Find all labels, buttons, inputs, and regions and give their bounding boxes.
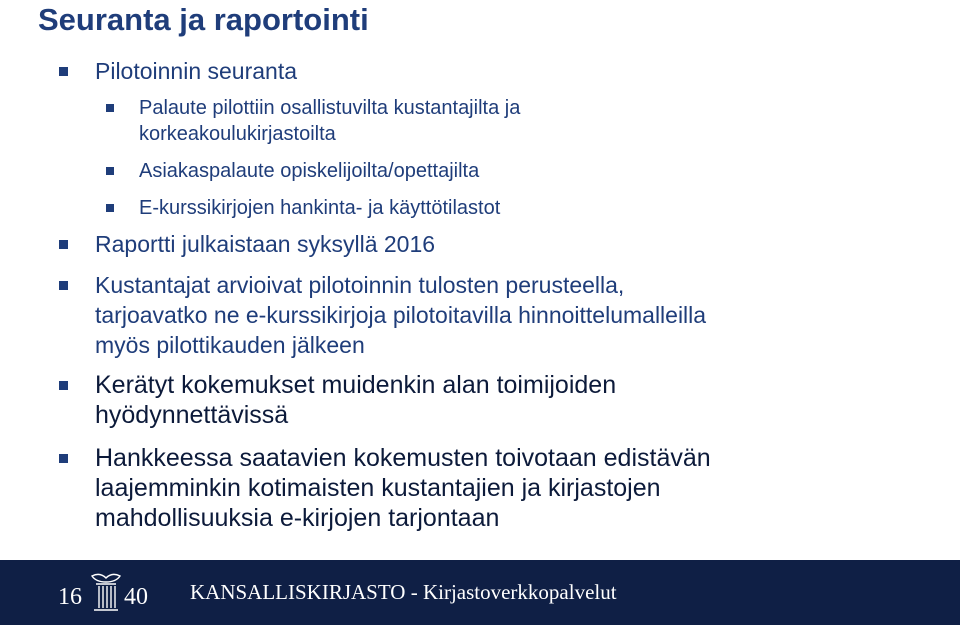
- bullet-square-icon: [106, 104, 114, 112]
- bullet-text: Pilotoinnin seuranta: [95, 58, 298, 84]
- sub-bullet-item-statistics: [139, 195, 500, 221]
- national-library-logo-icon: [56, 570, 166, 614]
- bullet-text: myös pilottikauden jälkeen: [95, 332, 365, 358]
- bullet-text: Palaute pilottiin osallistuvilta kustantajilta ja: [139, 97, 521, 119]
- bullet-square-icon: [59, 240, 68, 249]
- bullet-item-report: [95, 229, 435, 259]
- bullet-square-icon: [59, 381, 68, 390]
- bullet-text: Kustantajat arvioivat pilotoinnin tulosten perusteella,: [95, 272, 625, 298]
- bullet-square-icon: [106, 167, 114, 175]
- logo-year-left: 16: [58, 584, 82, 610]
- bullet-text: laajemminkin kotimaisten kustantajien ja kirjastojen: [95, 474, 661, 502]
- bullet-text: tarjoavatko ne e-kurssikirjoja pilotoitavilla hinnoittelumalleilla: [95, 302, 707, 328]
- bullet-text: mahdollisuuksia e-kirjojen tarjontaan: [95, 504, 500, 532]
- bullet-text: Raportti julkaistaan syksyllä 2016: [95, 231, 436, 257]
- bullet-text: Hankkeessa saatavien kokemusten toivotaan edistävän: [95, 444, 711, 472]
- footer-organization-text: KANSALLISKIRJASTO - Kirjastoverkkopalvelut: [190, 580, 617, 604]
- bullet-text: Asiakaspalaute opiskelijoilta/opettajilta: [139, 160, 480, 182]
- bullet-item-experiences: [95, 370, 616, 430]
- bullet-square-icon: [59, 281, 68, 290]
- bullet-text: E-kurssikirjojen hankinta- ja käyttötilastot: [139, 197, 501, 219]
- bullet-square-icon: [59, 454, 68, 463]
- bullet-item-project: [95, 443, 711, 533]
- bullet-item-pilot-monitoring: [95, 56, 297, 86]
- bullet-item-publishers: [95, 270, 706, 360]
- logo-year-right: 40: [124, 584, 148, 610]
- bullet-text: Kerätyt kokemukset muidenkin alan toimijoiden: [95, 371, 617, 399]
- slide-title: Seuranta ja raportointi: [38, 2, 369, 37]
- bullet-text: korkeakoulukirjastoilta: [139, 123, 336, 145]
- bullet-text: hyödynnettävissä: [95, 401, 289, 429]
- footer-bar: [0, 560, 960, 625]
- bullet-square-icon: [59, 67, 68, 76]
- bullet-square-icon: [106, 204, 114, 212]
- sub-bullet-item-feedback: [139, 95, 520, 147]
- sub-bullet-item-customer-feedback: [139, 158, 479, 184]
